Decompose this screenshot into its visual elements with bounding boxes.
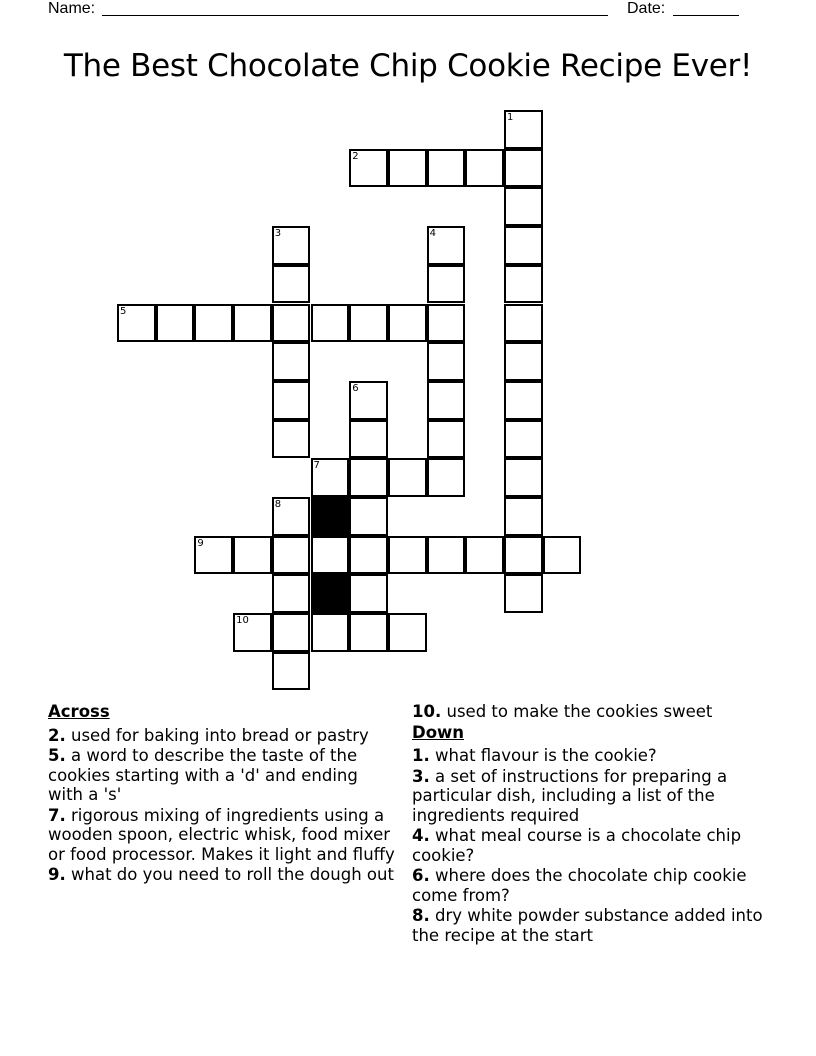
grid-cell[interactable] (504, 226, 543, 265)
cell-input[interactable] (429, 306, 464, 341)
grid-cell[interactable] (272, 574, 311, 613)
grid-cell[interactable] (272, 265, 311, 304)
clue-number: 5. (48, 746, 66, 765)
cell-number: 7 (313, 460, 320, 472)
cell-input[interactable] (196, 538, 231, 573)
cell-input[interactable] (313, 306, 348, 341)
clue-number: 7. (48, 805, 66, 825)
cell-input[interactable] (429, 383, 464, 418)
cell-input[interactable] (429, 344, 464, 379)
clue-number: 3. (412, 766, 430, 786)
clue-number: 1. (412, 746, 430, 765)
cell-input[interactable] (235, 306, 270, 341)
grid-cell[interactable] (349, 381, 388, 420)
grid-cell[interactable] (504, 265, 543, 304)
cell-input[interactable] (235, 538, 270, 573)
clue-text: what meal course is a chocolate chip cookie? (412, 826, 742, 865)
grid-cell[interactable] (388, 536, 427, 575)
grid-cell[interactable] (272, 381, 311, 420)
grid-cell[interactable] (388, 304, 427, 343)
cell-input[interactable] (351, 422, 386, 457)
grid-cell[interactable] (427, 342, 466, 381)
clue-number: 6. (412, 866, 430, 885)
clue-across-10 (412, 702, 772, 722)
cell-input[interactable] (506, 306, 541, 341)
cell-input[interactable] (274, 422, 309, 457)
cell-input[interactable] (429, 460, 464, 495)
grid-cell[interactable] (272, 613, 311, 652)
grid-cell[interactable] (427, 265, 466, 304)
cell-input[interactable] (313, 615, 348, 650)
cell-input[interactable] (351, 306, 386, 341)
clue-number: 2. (48, 725, 66, 745)
cell-input[interactable] (274, 538, 309, 573)
clue-down-3 (412, 767, 772, 826)
black-cell (311, 497, 350, 536)
grid-cell[interactable] (388, 458, 427, 497)
grid-cell[interactable] (233, 304, 272, 343)
cell-input[interactable] (274, 306, 309, 341)
grid-cell[interactable] (427, 420, 466, 459)
grid-cell[interactable] (388, 149, 427, 188)
grid-cell[interactable] (272, 342, 311, 381)
cell-input[interactable] (506, 189, 541, 224)
grid-cell[interactable] (504, 342, 543, 381)
clue-number: 9. (48, 865, 66, 884)
worksheet-header (48, 0, 748, 20)
clue-number: 4. (412, 826, 430, 845)
cell-input[interactable] (506, 228, 541, 263)
grid-cell[interactable] (465, 149, 504, 188)
cell-input[interactable] (506, 499, 541, 534)
cell-input[interactable] (274, 654, 309, 689)
grid-cell[interactable] (388, 613, 427, 652)
cell-input[interactable] (158, 306, 193, 341)
cell-number: 1 (507, 112, 514, 123)
cell-number: 5 (120, 305, 127, 317)
cell-input[interactable] (196, 306, 231, 341)
clue-text: a set of instructions for preparing a particular dish, including a list of the ingredients required (412, 766, 728, 825)
grid-cell[interactable] (504, 536, 543, 575)
cell-input[interactable] (235, 615, 270, 650)
cell-input[interactable] (506, 460, 541, 495)
cell-input[interactable] (351, 383, 386, 418)
name-field[interactable] (102, 0, 608, 16)
cell-input[interactable] (351, 151, 386, 186)
grid-cell[interactable] (504, 420, 543, 459)
grid-cell[interactable] (427, 149, 466, 188)
clue-text: used for baking into bread or pastry (71, 725, 369, 745)
grid-cell[interactable] (427, 458, 466, 497)
date-field[interactable] (673, 0, 739, 16)
grid-cell[interactable] (272, 304, 311, 343)
clue-across-9 (48, 865, 398, 885)
cell-input[interactable] (506, 422, 541, 457)
grid-cell[interactable] (543, 536, 582, 575)
cell-input[interactable] (467, 151, 502, 186)
grid-cell[interactable] (504, 304, 543, 343)
grid-cell[interactable] (311, 613, 350, 652)
cell-input[interactable] (274, 383, 309, 418)
cell-input[interactable] (390, 460, 425, 495)
clue-across-7 (48, 806, 398, 865)
cell-input[interactable] (429, 228, 464, 263)
cell-input[interactable] (274, 267, 309, 302)
clue-number: 8. (412, 906, 430, 925)
grid-cell[interactable] (349, 304, 388, 343)
grid-cell[interactable] (194, 304, 233, 343)
grid-cell[interactable] (349, 497, 388, 536)
grid-cell[interactable] (465, 536, 504, 575)
clue-text: what flavour is the cookie? (435, 746, 657, 765)
grid-cell[interactable] (311, 536, 350, 575)
cell-number: 9 (197, 537, 204, 549)
grid-cell[interactable] (349, 536, 388, 575)
grid-cell[interactable] (427, 381, 466, 420)
grid-cell[interactable] (311, 304, 350, 343)
cell-input[interactable] (390, 151, 425, 186)
grid-cell[interactable] (233, 536, 272, 575)
clue-across-5 (48, 746, 398, 805)
cell-number: 10 (236, 615, 249, 627)
grid-cell[interactable] (504, 381, 543, 420)
grid-cell[interactable] (504, 574, 543, 613)
clue-down-8 (412, 906, 772, 945)
name-label: Name: (48, 0, 96, 17)
cell-input[interactable] (274, 499, 309, 534)
grid-cell[interactable] (504, 187, 543, 226)
cell-input[interactable] (467, 538, 502, 573)
grid-cell[interactable] (349, 574, 388, 613)
cell-number: 6 (352, 382, 359, 394)
clue-text: what do you need to roll the dough out (71, 865, 394, 884)
cell-input[interactable] (351, 538, 386, 573)
cell-input[interactable] (506, 151, 541, 186)
date-label: Date: (627, 0, 666, 17)
grid-cell[interactable] (272, 497, 311, 536)
cell-input[interactable] (351, 499, 386, 534)
grid-cell[interactable] (272, 652, 311, 691)
cell-input[interactable] (390, 538, 425, 573)
cell-number: 2 (352, 150, 359, 162)
grid-cell[interactable] (349, 458, 388, 497)
cell-input[interactable] (274, 576, 309, 611)
cell-input[interactable] (351, 460, 386, 495)
clues-column-right (412, 702, 772, 946)
grid-cell[interactable] (349, 613, 388, 652)
clue-text: rigorous mixing of ingredients using a wooden spoon, electric whisk, food mixer or food processor. Makes it light and fluffy (48, 805, 395, 864)
clue-down-4 (412, 826, 772, 865)
cell-number: 3 (274, 228, 282, 240)
cell-input[interactable] (506, 344, 541, 379)
clue-text: a word to describe the taste of the cookies starting with a 'd' and ending with a 's' (48, 746, 358, 804)
cell-input[interactable] (429, 267, 464, 302)
cell-input[interactable] (390, 306, 425, 341)
cell-input[interactable] (390, 615, 425, 650)
grid-cell[interactable] (272, 226, 311, 265)
grid-cell[interactable] (272, 420, 311, 459)
black-cell (311, 574, 350, 613)
grid-cell[interactable] (427, 536, 466, 575)
cell-input[interactable] (545, 538, 580, 573)
cell-number: 8 (274, 499, 282, 510)
grid-cell[interactable] (427, 226, 466, 265)
clue-across-2 (48, 726, 398, 746)
across-heading: Across (48, 702, 110, 721)
cell-input[interactable] (506, 112, 541, 147)
clue-text: dry white powder substance added into the recipe at the start (412, 906, 763, 945)
grid-cell[interactable] (272, 536, 311, 575)
cell-number: 4 (429, 228, 436, 240)
cell-input[interactable] (429, 422, 464, 457)
grid-cell[interactable] (349, 420, 388, 459)
cell-input[interactable] (274, 344, 309, 379)
grid-cell[interactable] (117, 304, 156, 343)
cell-input[interactable] (274, 228, 309, 263)
page-title: The Best Chocolate Chip Cookie Recipe Ever! (63, 48, 753, 84)
clue-text: where does the chocolate chip cookie come from? (412, 866, 747, 905)
cell-input[interactable] (429, 151, 464, 186)
grid-cell[interactable] (504, 497, 543, 536)
cell-input[interactable] (313, 460, 348, 495)
clue-down-6 (412, 866, 772, 905)
cell-input[interactable] (351, 615, 386, 650)
grid-cell[interactable] (349, 149, 388, 188)
cell-input[interactable] (429, 538, 464, 573)
cell-input[interactable] (119, 306, 154, 341)
grid-cell[interactable] (233, 613, 272, 652)
cell-input[interactable] (313, 538, 348, 573)
cell-input[interactable] (506, 267, 541, 302)
cell-input[interactable] (351, 576, 386, 611)
grid-cell[interactable] (427, 304, 466, 343)
grid-cell[interactable] (504, 149, 543, 188)
clues-column-left (48, 702, 398, 886)
cell-input[interactable] (274, 615, 309, 650)
grid-cell[interactable] (311, 458, 350, 497)
grid-cell[interactable] (504, 458, 543, 497)
cell-input[interactable] (506, 538, 541, 573)
cell-input[interactable] (506, 576, 541, 611)
down-heading: Down (412, 722, 465, 742)
grid-cell[interactable] (194, 536, 233, 575)
grid-cell[interactable] (156, 304, 195, 343)
cell-input[interactable] (506, 383, 541, 418)
grid-cell[interactable] (504, 110, 543, 149)
clue-down-1 (412, 746, 772, 766)
clue-number: 10. (412, 702, 442, 721)
clue-text: used to make the cookies sweet (446, 702, 713, 721)
